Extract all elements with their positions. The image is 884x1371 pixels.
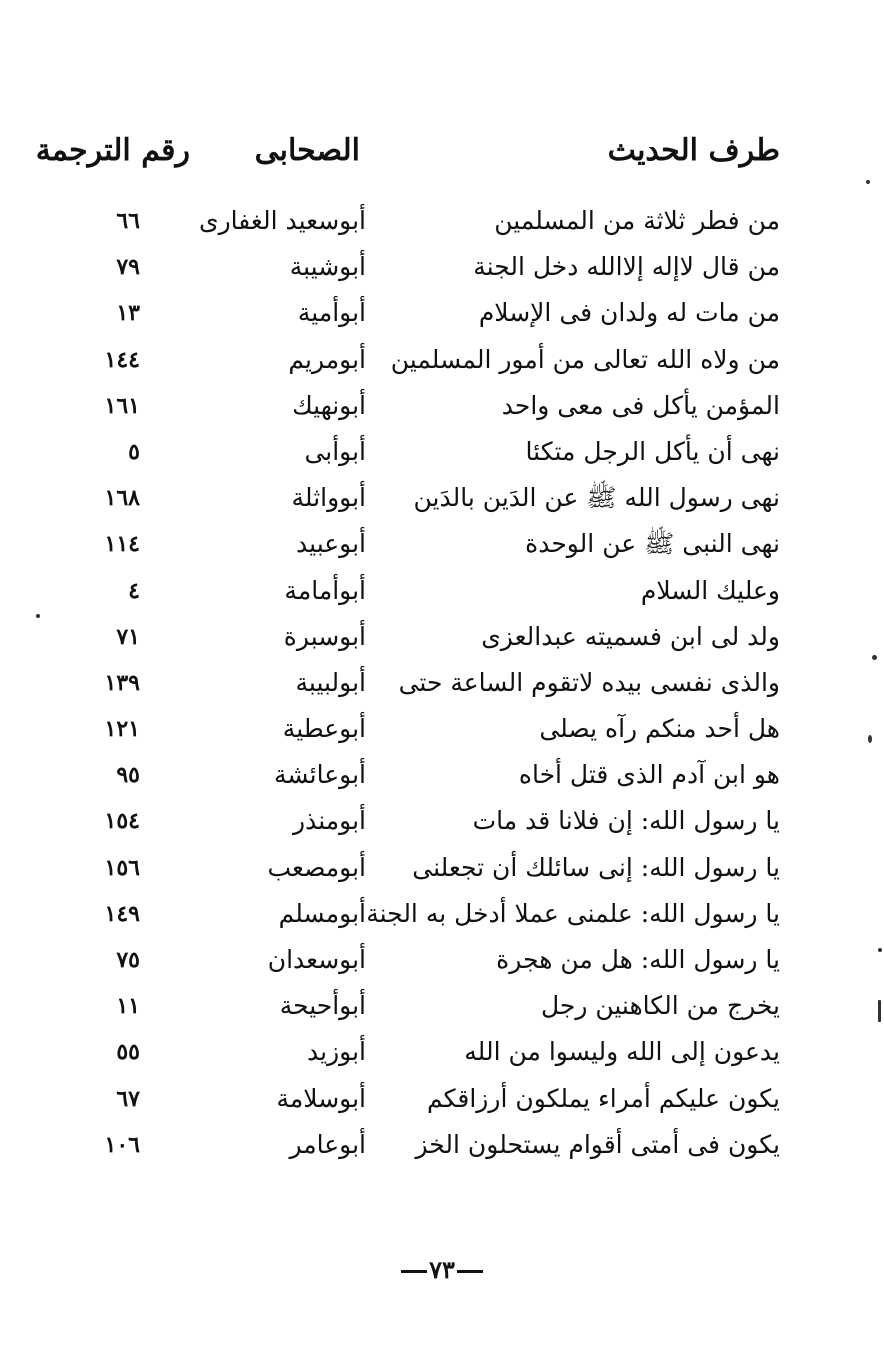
scan-speck (878, 1000, 881, 1022)
sahabi-name: أبوأمية (297, 298, 366, 328)
translation-number: ١٣ (116, 300, 140, 327)
header-sahabi: الصحابى (254, 133, 360, 168)
hadith-text: يا رسول الله: علمنى عملا أدخل به الجنة (366, 898, 780, 928)
sahabi-name: أبوسلامة (276, 1083, 366, 1113)
page-number-text: ٧٣ (429, 1255, 455, 1284)
table-row (60, 983, 780, 1029)
translation-number: ١٥٦ (104, 854, 140, 881)
sahabi-name: أبومريم (288, 344, 366, 374)
table-row (60, 798, 780, 844)
hadith-text: ولد لى ابن فسميته عبدالعزى (481, 621, 780, 651)
sahabi-name: أبومنذر (293, 806, 366, 836)
dash-right (401, 1270, 427, 1273)
translation-number: ١١ (116, 993, 140, 1020)
hadith-text: من قال لاإله إلاالله دخل الجنة (473, 252, 780, 282)
table-row (60, 429, 780, 475)
hadith-text: من فطر ثلاثة من المسلمين (494, 206, 780, 235)
index-table (60, 198, 780, 1168)
translation-number: ٥٥ (116, 1039, 140, 1066)
hadith-text: هل أحد منكم رآه يصلى (539, 714, 780, 744)
translation-number: ١٥٤ (104, 808, 140, 835)
table-row (60, 706, 780, 752)
translation-number: ١٤٤ (104, 346, 140, 373)
scan-speck (878, 948, 882, 952)
translation-number: ١٠٦ (104, 1131, 140, 1158)
hadith-text: يا رسول الله: إن فلانا قد مات (472, 806, 780, 836)
scan-speck (872, 655, 877, 660)
dash-left (457, 1270, 483, 1273)
table-row (60, 198, 780, 244)
hadith-text: هو ابن آدم الذى قتل أخاه (518, 760, 780, 790)
translation-number: ٤ (128, 577, 140, 604)
page-number (0, 1250, 884, 1290)
table-row (60, 937, 780, 983)
table-row (60, 614, 780, 660)
sahabi-name: أبولبيبة (295, 667, 366, 697)
translation-number: ١٣٩ (104, 669, 140, 696)
hadith-text: يكون عليكم أمراء يملكون أرزاقكم (426, 1083, 780, 1113)
scan-speck (36, 614, 40, 618)
sahabi-name: أبومصعب (267, 852, 366, 882)
table-row (60, 475, 780, 521)
hadith-text: يا رسول الله: هل من هجرة (496, 945, 780, 974)
sahabi-name: أبوواثلة (291, 483, 366, 513)
table-row (60, 891, 780, 937)
translation-number: ١٤٩ (104, 900, 140, 927)
translation-number: ١٢١ (104, 716, 140, 743)
header-number: رقم الترجمة (35, 133, 190, 168)
translation-number: ١١٤ (104, 531, 140, 558)
table-header (35, 126, 780, 176)
sahabi-name: أبوعبيد (296, 529, 366, 559)
table-row (60, 383, 780, 429)
translation-number: ٦٦ (116, 208, 140, 234)
sahabi-name: أبوعامر (289, 1129, 366, 1159)
hadith-text: نهى أن يأكل الرجل متكئا (525, 436, 780, 466)
header-hadith: طرف الحديث (607, 133, 780, 168)
translation-number: ٩٥ (116, 762, 140, 789)
hadith-text: نهى النبى ﷺ عن الوحدة (525, 529, 780, 559)
sahabi-name: أبومسلم (278, 898, 366, 928)
table-row (60, 845, 780, 891)
table-row (60, 521, 780, 567)
sahabi-name: أبوأبى (304, 436, 366, 466)
table-row (60, 337, 780, 383)
translation-number: ١٦٨ (104, 485, 140, 512)
translation-number: ١٦١ (104, 392, 140, 419)
sahabi-name: أبوأحيحة (279, 991, 366, 1021)
table-row (60, 660, 780, 706)
sahabi-name: أبوسعدان (267, 945, 366, 974)
table-row (60, 1076, 780, 1122)
sahabi-name: أبوسبرة (283, 621, 366, 651)
translation-number: ٥ (128, 438, 140, 465)
translation-number: ٦٧ (116, 1085, 140, 1112)
sahabi-name: أبوعطية (282, 714, 366, 744)
sahabi-name: أبوسعيد الغفارى (199, 206, 366, 235)
table-row (60, 1122, 780, 1168)
hadith-text: من ولاه الله تعالى من أمور المسلمين (390, 344, 780, 374)
hadith-text: وعليك السلام (640, 575, 780, 605)
table-row (60, 244, 780, 290)
hadith-text: المؤمن يأكل فى معى واحد (501, 390, 780, 420)
sahabi-name: أبوعائشة (273, 760, 366, 790)
table-row (60, 752, 780, 798)
hadith-text: والذى نفسى بيده لاتقوم الساعة حتى (398, 667, 780, 697)
sahabi-name: أبوشيبة (289, 252, 366, 282)
hadith-text: من مات له ولدان فى الإسلام (478, 298, 780, 328)
hadith-text: يا رسول الله: إنى سائلك أن تجعلنى (412, 852, 780, 882)
sahabi-name: أبونهيك (292, 390, 366, 420)
translation-number: ٧١ (116, 623, 140, 650)
translation-number: ٧٩ (116, 254, 140, 281)
hadith-text: نهى رسول الله ﷺ عن الدَين بالدَين (413, 483, 780, 513)
sahabi-name: أبوزيد (307, 1037, 366, 1067)
hadith-text: يخرج من الكاهنين رجل (540, 991, 780, 1021)
scan-speck (868, 735, 872, 743)
translation-number: ٧٥ (116, 947, 140, 973)
scan-speck (866, 180, 870, 184)
table-row (60, 1029, 780, 1075)
sahabi-name: أبوأمامة (284, 575, 366, 605)
hadith-text: يدعون إلى الله وليسوا من الله (464, 1037, 780, 1067)
table-row (60, 568, 780, 614)
hadith-text: يكون فى أمتى أقوام يستحلون الخز (415, 1129, 780, 1159)
table-row (60, 290, 780, 336)
